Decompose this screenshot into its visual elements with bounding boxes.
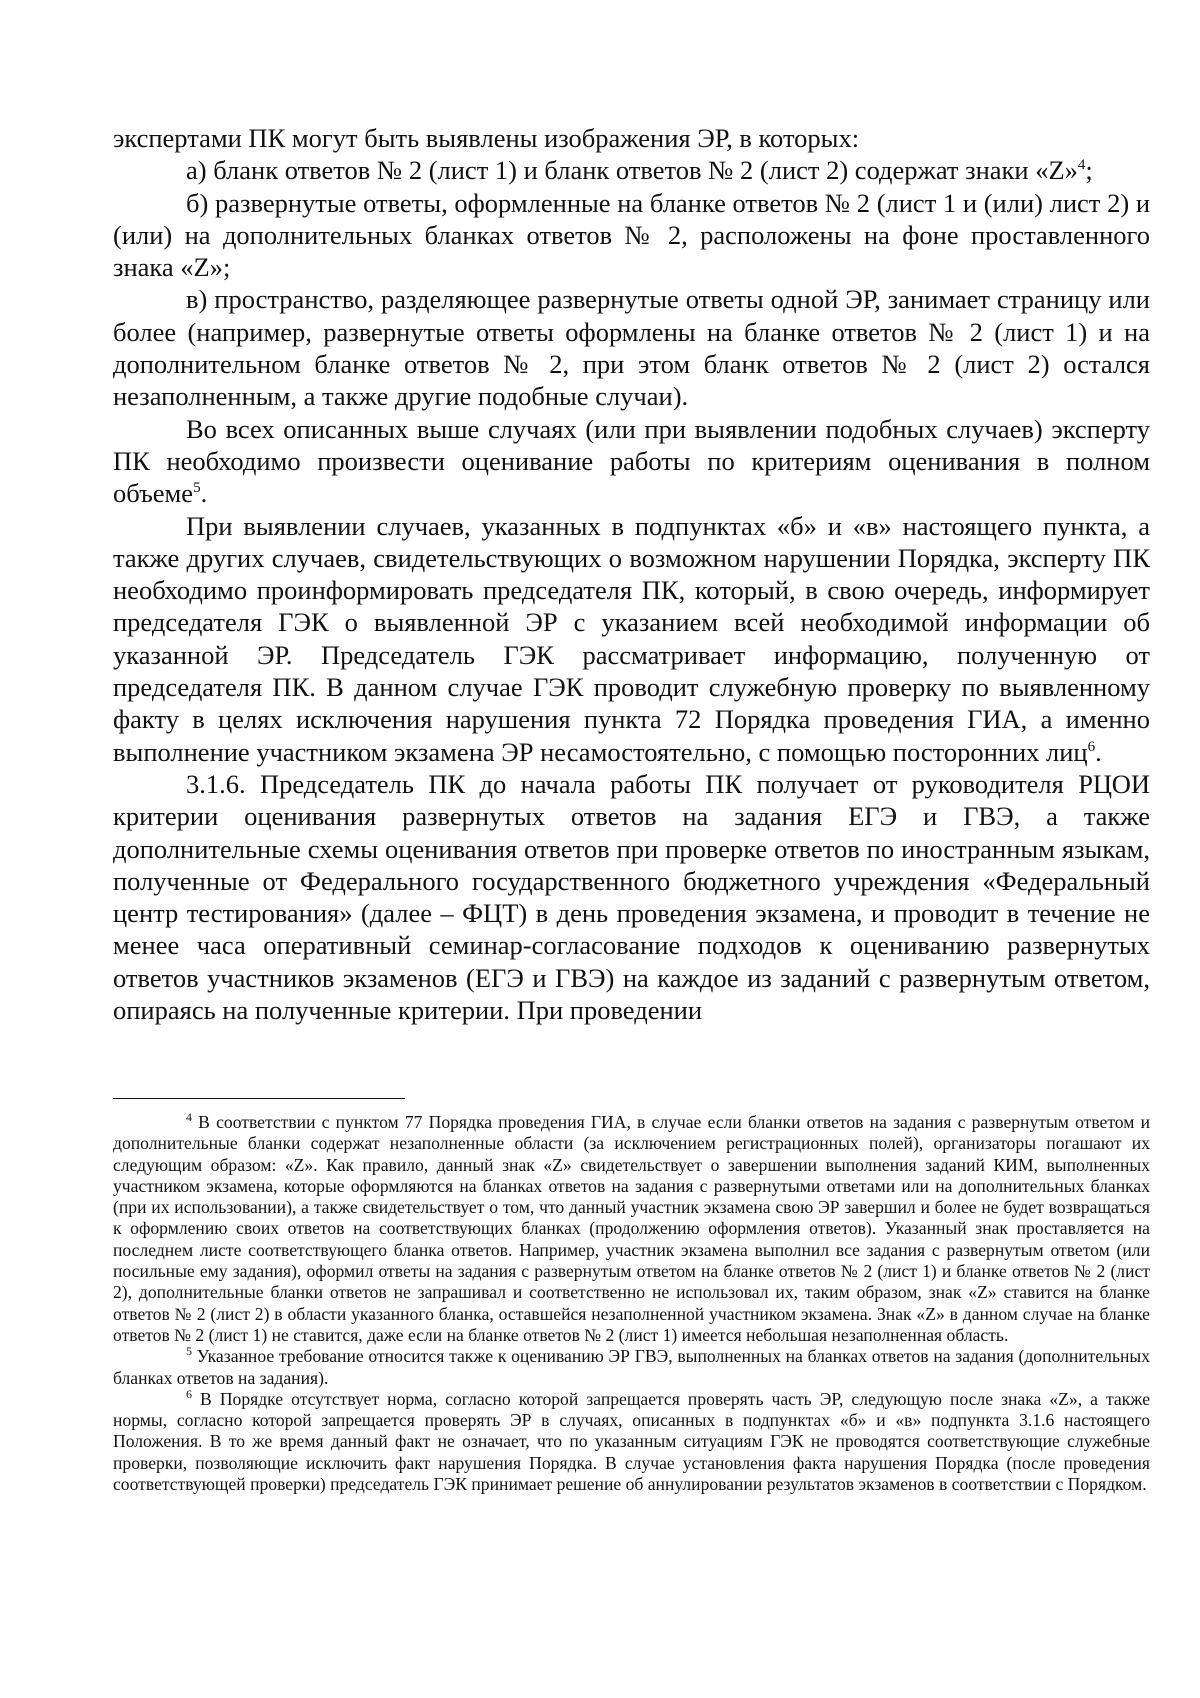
footnote-ref-4: 4: [1077, 157, 1086, 174]
paragraph-violation-report: При выявлении случаев, указанных в подпунктах «б» и «в» настоящего пункта, а также других случаев, свидетельствующих о возможном нарушении Порядка, эксперту ПК необходимо проинформировать председателя ПК, который, в свою очередь, информирует председателя ГЭК о выявленной ЭР с указанием всей необходимой информации об указанной ЭР. Председатель ГЭК рассматривает информацию, полученную от председателя ПК. В данном случае ГЭК проводит служебную проверку по выявленному факту в целях исключения нарушения пункта 72 Порядка проведения ГИА, а именно выполнение участником экзамена ЭР несамостоятельно, с помощью посторонних лиц$^6$.: [113, 510, 1150, 767]
list-item-c: в) пространство, разделяющее развернутые ответы одной ЭР, занимает страницу или более (например, развернутые ответы оформлены на бланке ответов № 2 (лист 1) и на дополнительном бланке ответов № 2, при этом бланк ответов № 2 (лист 2) остался незаполненным, а также другие подобные случаи).: [113, 284, 1150, 412]
list-item-a: а) бланк ответов № 2 (лист 1) и бланк ответов № 2 (лист 2) содержат знаки «Z»$^4$;: [186, 155, 1093, 186]
footnote-6: [113, 1389, 1150, 1495]
paragraph-intro: экспертами ПК могут быть выявлены изображения ЭР, в которых:: [113, 123, 860, 153]
footnote-text: В соответствии с пунктом 77 Порядка проведения ГИА, в случае если бланки ответов на задания с развернутым ответом и дополнительные бланки содержат незаполненные области (за исключением регистрационных полей), организаторы погашают их следующим образом: «Z». Как правило, данный знак «Z» свидетельствует о завершении выполнения заданий КИМ, выполненных участником экзамена, которые оформляются на бланках ответов на задания с развернутыми ответами или на дополнительных бланках (при их использовании), а также свидетельствует о том, что данный участник экзамена свою ЭР завершил и более не будет возвращаться к оформлению своих ответов на соответствующих бланках (продолжению оформления ответов). Указанный знак проставляется на последнем листе соответствующего бланка ответов. Например, участник экзамена выполнил все задания с развернутым ответом (или посильные ему задания), оформил ответы на задания с развернутым ответом на бланке ответов № 2 (лист 1) и бланке ответов № 2 (лист 2), дополнительные бланки ответов не запрашивал и соответственно не использовал их, таким образом, знак «Z» ставится на бланке ответов № 2 (лист 2) в области указанного бланка, оставшейся незаполненной участником экзамена. Знак «Z» в данном случае на бланке ответов № 2 (лист 1) не ставится, даже если на бланке ответов № 2 (лист 1) имеется небольшая незаполненная область.: [113, 1112, 1150, 1345]
footnote-text: Указанное требование относится также к оцениванию ЭР ГВЭ, выполненных на бланках ответов на задания (дополнительных бланках ответов на задания).: [113, 1346, 1150, 1388]
paragraph-full-evaluation: Во всех описанных выше случаях (или при выявлении подобных случаев) эксперту ПК необходимо произвести оценивание работы по критериям оценивания в полном объеме$^5$.: [113, 413, 1150, 509]
footnote-number: 4: [186, 1110, 192, 1125]
paragraph-section-3-1-6: 3.1.6. Председатель ПК до начала работы ПК получает от руководителя РЦОИ критерии оценивания развернутых ответов на задания ЕГЭ и ГВЭ, а также дополнительные схемы оценивания ответов при проверке ответов по иностранным языкам, полученные от Федерального государственного бюджетного учреждения «Федеральный центр тестирования» (далее – ФЦТ) в день проведения экзамена, и проводит в течение не менее часа оперативный семинар-согласование подходов к оцениванию развернутых ответов участников экзаменов (ЕГЭ и ГВЭ) на каждое из заданий с развернутым ответом, опираясь на полученные критерии. При проведении: [113, 768, 1150, 1026]
footnote-number: 5: [186, 1344, 192, 1359]
footnotes: [113, 1112, 1150, 1495]
main-text: [113, 122, 1150, 1026]
footnote-5: [113, 1346, 1150, 1389]
footnote-ref-5: 5: [193, 480, 201, 497]
list-item-b: б) развернутые ответы, оформленные на бланке ответов № 2 (лист 1 и (или) лист 2) и (или) на дополнительных бланках ответов № 2, расположены на фоне проставленного знака «Z»;: [113, 187, 1150, 283]
footnote-separator: [113, 1098, 405, 1099]
footnote-number: 6: [186, 1387, 192, 1401]
footnote-ref-6: 6: [1087, 738, 1096, 755]
footnote-4: [113, 1112, 1150, 1346]
footnote-text: В Порядке отсутствует норма, согласно которой запрещается проверять часть ЭР, следующую после знака «Z», а также нормы, согласно которой запрещается проверять ЭР в случаях, описанных в подпунктах «б» и «в» подпункта 3.1.6 настоящего Положения. В то же время данный факт не означает, что по указанным ситуациям ГЭК не проводятся соответствующие служебные проверки, позволяющие исключить факт нарушения Порядка. В случае установления факта нарушения Порядка (после проведения соответствующей проверки) председатель ГЭК принимает решение об аннулировании результатов экзаменов в соответствии с Порядком.: [113, 1388, 1150, 1495]
